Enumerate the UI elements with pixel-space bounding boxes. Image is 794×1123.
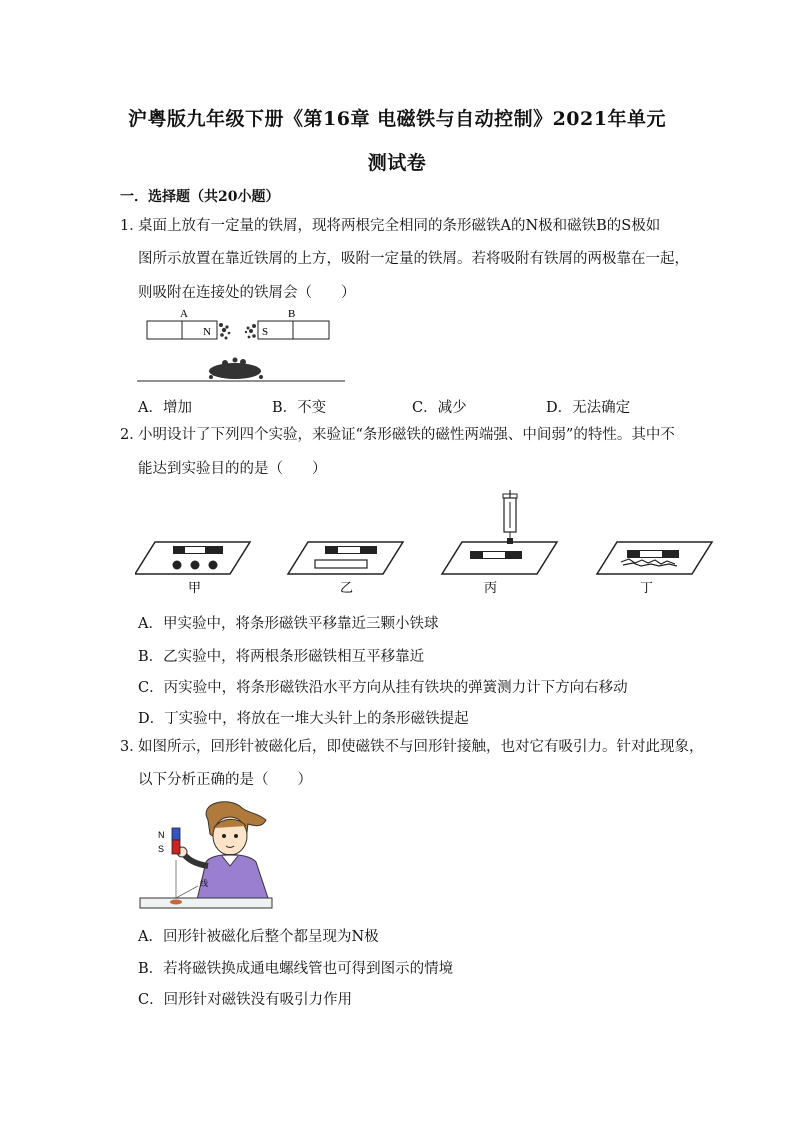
- question-number: 3．: [120, 739, 144, 755]
- doc-title-line1: 沪粤版九年级下册《第16章 电磁铁与自动控制》2021年单元: [128, 108, 666, 130]
- option-d: D．丁实验中，将放在一堆大头针上的条形磁铁提起: [138, 711, 469, 727]
- thread-label: 线: [200, 879, 208, 888]
- section-heading: 一．选择题（共20小题）: [120, 189, 280, 205]
- option-c: C．减少: [412, 400, 467, 416]
- question-text-line: 图所示放置在靠近铁屑的上方，吸附一定量的铁屑。若将吸附有铁屑的两极靠在一起，: [138, 251, 689, 267]
- question-2: [120, 420, 675, 450]
- experiment-bing: [442, 490, 557, 596]
- question-text-line: 则吸附在连接处的铁屑会（ ）: [138, 285, 356, 301]
- experiment-jia: [135, 542, 250, 596]
- four-experiments-figure: [135, 488, 715, 598]
- question-text-line: 以下分析正确的是（ ）: [138, 772, 312, 788]
- label-ding: 丁: [640, 581, 654, 596]
- question-number: 2．: [120, 427, 144, 443]
- question-text-line: 如图所示，回形针被磁化后，即使磁铁不与回形针接触，也对它有吸引力。针对此现象，: [138, 739, 704, 755]
- option-a: A．甲实验中，将条形磁铁平移靠近三颗小铁球: [138, 616, 439, 632]
- option-a: A．回形针被磁化后整个都呈现为N极: [138, 929, 379, 945]
- option-b: B．不变: [272, 400, 327, 416]
- s-pole-label: S: [158, 844, 165, 854]
- experiment-yi: [288, 542, 403, 596]
- label-yi: 乙: [340, 581, 354, 596]
- question-1: [120, 211, 660, 241]
- question-text-line: 桌面上放有一定量的铁屑，现将两根完全相同的条形磁铁A的N极和磁铁B的S极如: [138, 218, 661, 234]
- option-d: D．无法确定: [546, 400, 631, 416]
- question-text-line: 能达到实验目的的是（ ）: [138, 461, 327, 477]
- n-pole-label: N: [158, 830, 165, 840]
- question-3: [120, 732, 704, 762]
- doc-title-line2: 测试卷: [367, 152, 427, 174]
- question-number: 1．: [120, 218, 144, 234]
- option-b: B．若将磁铁换成通电螺线管也可得到图示的情境: [138, 961, 454, 977]
- option-b: B．乙实验中，将两根条形磁铁相互平移靠近: [138, 649, 425, 665]
- question-text-line: 小明设计了下列四个实验，来验证“条形磁铁的磁性两端强、中间弱”的特性。其中不: [138, 427, 675, 443]
- label-bing: 丙: [484, 581, 498, 596]
- girl-magnet-paperclip-figure: [138, 800, 273, 910]
- magnet-a-label: A: [180, 308, 188, 320]
- magnets-iron-filings-figure: [135, 305, 355, 385]
- n-pole-label: N: [203, 326, 211, 338]
- option-a: A．增加: [138, 400, 192, 416]
- option-c: C．回形针对磁铁没有吸引力作用: [138, 992, 353, 1008]
- label-jia: 甲: [188, 581, 202, 596]
- s-pole-label: S: [262, 326, 269, 338]
- experiment-ding: [597, 542, 712, 596]
- option-c: C．丙实验中，将条形磁铁沿水平方向从挂有铁块的弹簧测力计下方向右移动: [138, 680, 628, 696]
- magnet-b-label: B: [288, 308, 296, 320]
